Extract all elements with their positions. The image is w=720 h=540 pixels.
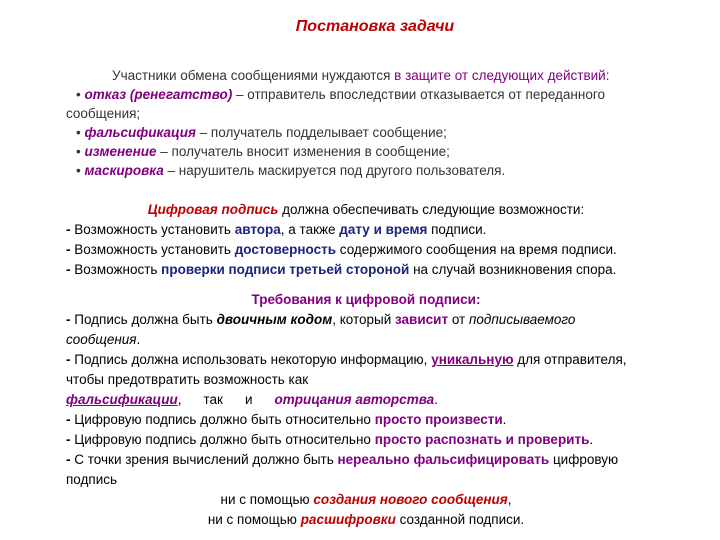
- ds-item-key: проверки подписи третьей стороной: [161, 262, 410, 277]
- ds-item-key: дату и время: [339, 222, 428, 237]
- req-key: расшифровки: [300, 512, 396, 527]
- bullet: •: [76, 125, 81, 140]
- req-text: так: [203, 392, 223, 407]
- threat-item: [66, 142, 666, 161]
- ds-item-text: на случай возникновения спора.: [409, 262, 617, 277]
- intro-tail: :: [605, 68, 610, 83]
- ds-item-key: достоверность: [234, 242, 337, 257]
- ds-item-text: Возможность установить: [74, 222, 235, 237]
- intro-highlight: в защите от следующих действий: [394, 68, 606, 83]
- page-title: Постановка задачи: [295, 18, 455, 35]
- req-key: фальсификации: [66, 392, 178, 407]
- req-text: ни с помощью: [220, 492, 314, 507]
- ds-item: [66, 220, 666, 240]
- intro-lead: Участники обмена сообщениями нуждаются: [112, 68, 395, 83]
- ds-heading-term: Цифровая подпись: [147, 202, 279, 217]
- req-text: Подпись должна быть: [74, 312, 217, 327]
- threat-desc: – нарушитель маскируется под другого пользователя.: [163, 163, 506, 178]
- ds-heading: [66, 200, 666, 220]
- threat-term: изменение: [84, 144, 157, 159]
- ds-item: [66, 260, 666, 280]
- req-text: .: [434, 392, 438, 407]
- req-item: [66, 410, 666, 430]
- req-text: Подпись должна использовать некоторую информацию,: [74, 352, 432, 367]
- req-item: [66, 450, 666, 470]
- req-key: отрицания авторства: [274, 392, 435, 407]
- req-text: , который: [332, 312, 396, 327]
- req-text: ,: [507, 492, 512, 507]
- threat-item: [66, 161, 666, 180]
- threat-term: фальсификация: [84, 125, 196, 140]
- req-key: создания нового сообщения: [313, 492, 508, 507]
- req-text: подписываемого: [468, 312, 576, 327]
- req-key: двоичным кодом: [216, 312, 333, 327]
- req-item-continuation: чтобы предотвратить возможность как: [66, 372, 309, 387]
- req-subitem: [66, 490, 666, 510]
- spacer: [66, 280, 666, 290]
- req-subitem: [66, 510, 666, 530]
- ds-heading-rest: должна обеспечивать следующие возможности:: [278, 202, 585, 217]
- ds-item-key: автора: [234, 222, 281, 237]
- req-text: Цифровую подпись должно быть относительно: [74, 412, 375, 427]
- req-key: просто произвести: [374, 412, 503, 427]
- req-key: зависит: [395, 312, 449, 327]
- req-text: С точки зрения вычислений должно быть: [74, 452, 338, 467]
- ds-item-text: содержимого сообщения на время подписи.: [336, 242, 617, 257]
- threat-item-continuation: [66, 104, 666, 123]
- req-item: [66, 310, 666, 330]
- req-key: просто распознать и проверить: [374, 432, 590, 447]
- req-text: и: [244, 392, 253, 407]
- req-text: сообщения: [66, 332, 137, 347]
- threat-desc: сообщения;: [66, 106, 141, 121]
- threat-item: [66, 85, 666, 104]
- req-text: для отправителя,: [513, 352, 627, 367]
- req-heading: Требования к цифровой подписи:: [251, 292, 481, 307]
- req-text: созданной подписи.: [395, 512, 525, 527]
- req-text: .: [502, 412, 507, 427]
- req-text: ни с помощью: [207, 512, 301, 527]
- req-key: уникальную: [431, 352, 514, 367]
- threat-desc: – получатель подделывает сообщение;: [195, 125, 447, 140]
- req-text: .: [589, 432, 594, 447]
- bullet: •: [76, 87, 81, 102]
- req-text: от: [448, 312, 469, 327]
- threat-term: маскировка: [84, 163, 164, 178]
- intro-paragraph: [66, 66, 666, 85]
- ds-item-text: , а также: [280, 222, 340, 237]
- req-key: нереально фальсифицировать: [337, 452, 550, 467]
- req-text: Цифровую подпись должно быть относительно: [74, 432, 375, 447]
- threat-item: [66, 123, 666, 142]
- threat-desc: – получатель вносит изменения в сообщение;: [156, 144, 450, 159]
- threat-desc: – отправитель впоследствии отказывается от переданного: [232, 87, 605, 102]
- ds-item: [66, 240, 666, 260]
- req-text: цифровую: [549, 452, 619, 467]
- ds-item-text: подписи.: [427, 222, 487, 237]
- threats-block: [66, 66, 666, 180]
- ds-item-text: Возможность: [74, 262, 162, 277]
- req-item: [66, 350, 666, 370]
- req-text: .: [136, 332, 141, 347]
- ds-item-text: Возможность установить: [74, 242, 235, 257]
- req-text: ,: [177, 392, 182, 407]
- req-item-continuation: [66, 330, 666, 350]
- threat-term: отказ (ренегатство): [84, 87, 233, 102]
- req-item-continuation: подпись: [66, 472, 118, 487]
- req-item-continuation: [66, 390, 666, 410]
- signature-block: [66, 200, 666, 530]
- req-item: [66, 430, 666, 450]
- bullet: •: [76, 163, 81, 178]
- bullet: •: [76, 144, 81, 159]
